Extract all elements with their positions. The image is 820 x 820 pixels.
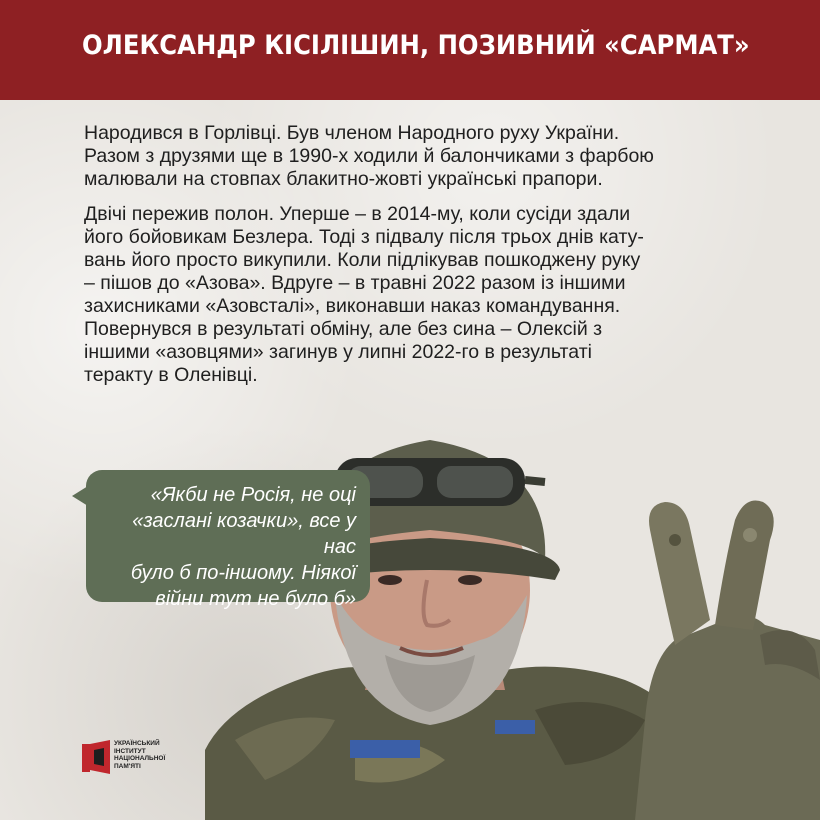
biography-paragraph-1: Народився в Горлівці. Був членом Народного руху України. Разом з друзями ще в 1990-х ходили й балончиками з фарбою малювали на стовпах блакитно-жовті українські прапори.: [84, 122, 654, 190]
biography-text: [84, 122, 774, 399]
biography-paragraph-2: Двічі пережив полон. Уперше – в 2014-му, коли сусіди здали його бойовикам Безлера. Тоді з підвалу після трьох днів кату- вань його просто викупили. Коли підлікував пошкоджену руку – пішов до «Азова». Вдруге – в травні 2022 разом із іншими захисниками «Азовсталі», виконавши наказ командування. Повернувся в результаті обміну, але без сина – Олексій з іншими «азовцями» загинув у липні 2022-го в результаті теракту в Оленівці.: [84, 203, 644, 386]
uinp-logo-icon: [82, 740, 110, 774]
quote-bubble: [86, 470, 370, 610]
institute-logo: [82, 738, 202, 778]
page-title: ОЛЕКСАНДР КІСІЛІШИН, ПОЗИВНИЙ «САРМАТ»: [82, 30, 750, 61]
quote-text: «Якби не Росія, не оці «заслані козачки», все у нас було б по-іншому. Ніякої війни тут не було б»: [130, 484, 356, 610]
header-banner: [0, 0, 820, 100]
institute-name: УКРАЇНСЬКИЙ ІНСТИТУТ НАЦІОНАЛЬНОЇ ПАМ'ЯТІ: [114, 740, 166, 770]
